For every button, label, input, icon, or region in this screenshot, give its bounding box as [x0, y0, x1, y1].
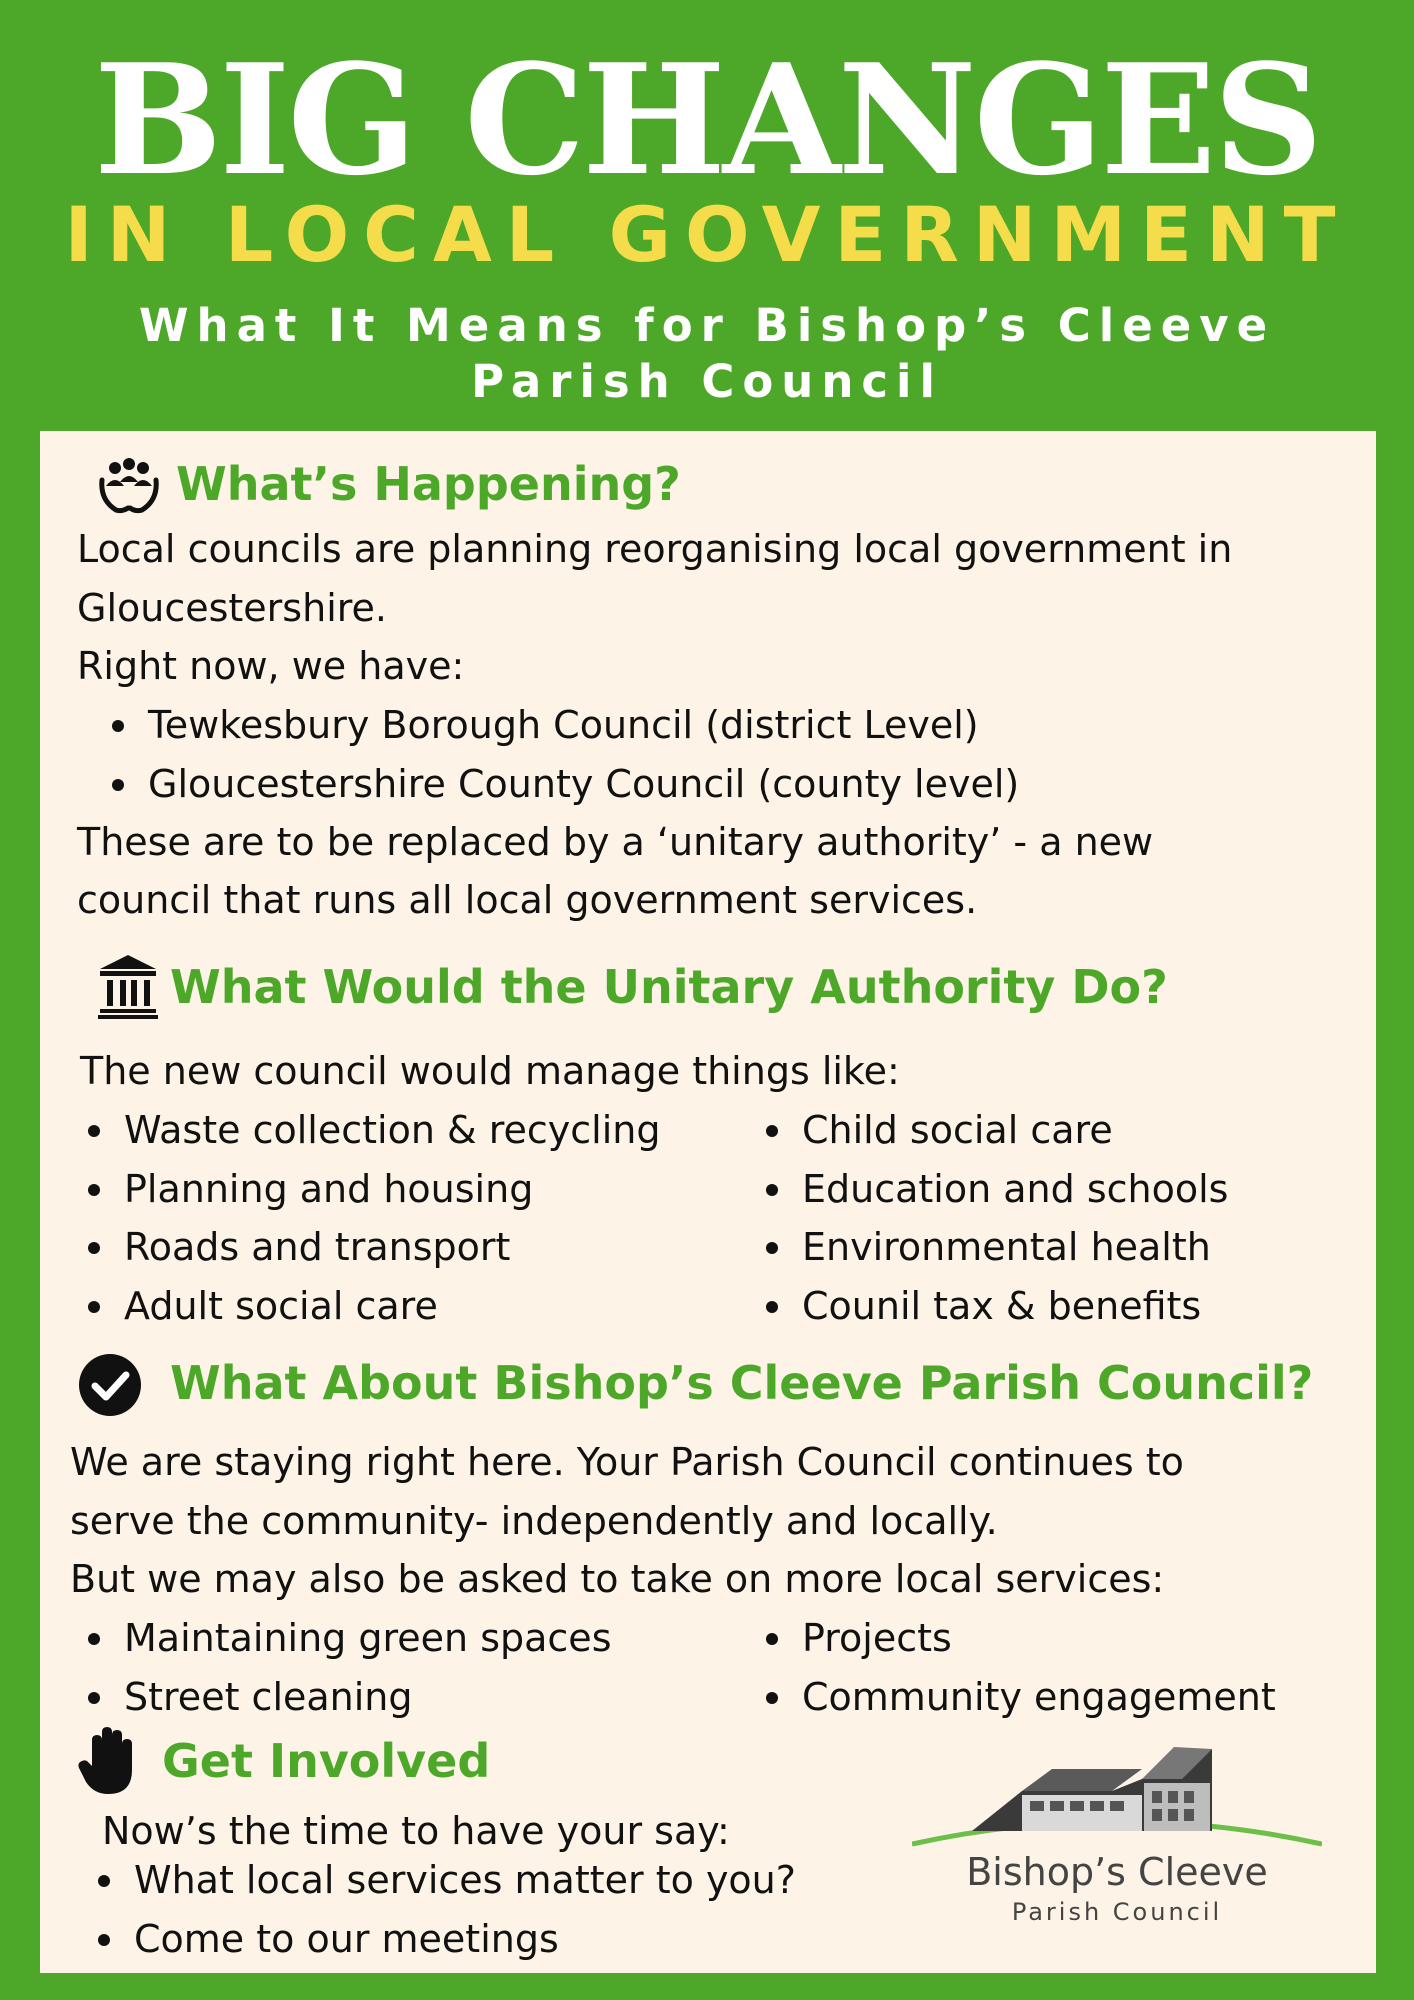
list-item: Community engagement	[756, 1668, 1276, 1727]
happening-para1-line2: Gloucestershire.	[77, 586, 387, 630]
involved-list	[88, 1851, 796, 1968]
list-item: Maintaining green spaces	[78, 1609, 612, 1668]
people-hands-icon	[98, 456, 160, 516]
parish-para1-line2: serve the community- independently and locally.	[70, 1499, 998, 1543]
current-councils-list	[102, 696, 1019, 813]
page-subtitle: IN LOCAL GOVERNMENT	[64, 190, 1350, 279]
page-title: BIG CHANGES	[93, 30, 1321, 209]
government-building-icon	[98, 953, 158, 1019]
list-item: Adult social care	[78, 1277, 660, 1336]
happening-para1-line1: Local councils are planning reorganising local government in	[77, 527, 1233, 571]
parish-para2: But we may also be asked to take on more local services:	[70, 1557, 1165, 1601]
list-item: Education and schools	[756, 1160, 1228, 1219]
list-item: Child social care	[756, 1101, 1228, 1160]
raised-hand-icon	[78, 1726, 138, 1796]
unitary-services-right-list	[756, 1101, 1228, 1335]
list-item: Planning and housing	[78, 1160, 660, 1219]
happening-heading: What’s Happening?	[176, 457, 681, 511]
logo-name: Bishop’s Cleeve	[966, 1850, 1268, 1894]
content-panel	[40, 431, 1376, 1973]
logo-sub: Parish Council	[1011, 1898, 1223, 1926]
involved-intro: Now’s the time to have your say:	[102, 1809, 730, 1853]
happening-para2: Right now, we have:	[77, 644, 465, 688]
happening-para3-line1: These are to be replaced by a ‘unitary authority’ - a new	[77, 820, 1154, 864]
list-item: Counil tax & benefits	[756, 1277, 1228, 1336]
list-item: Gloucestershire County Council (county level)	[102, 755, 1019, 814]
involved-heading: Get Involved	[162, 1734, 491, 1788]
parish-council-logo	[912, 1739, 1322, 1939]
unitary-services-left-list	[78, 1101, 660, 1335]
happening-para3-line2: council that runs all local government services.	[77, 878, 978, 922]
header	[0, 0, 1414, 430]
page-tagline	[0, 298, 1414, 410]
list-item: Roads and transport	[78, 1218, 660, 1277]
building-logo-icon	[912, 1739, 1322, 1849]
list-item: Waste collection & recycling	[78, 1101, 660, 1160]
list-item: Come to our meetings	[88, 1910, 796, 1969]
parish-para1-line1: We are staying right here. Your Parish Council continues to	[70, 1440, 1184, 1484]
checkmark-circle-icon	[78, 1353, 142, 1417]
parish-services-right-list	[756, 1609, 1276, 1726]
unitary-heading: What Would the Unitary Authority Do?	[170, 960, 1168, 1014]
list-item: What local services matter to you?	[88, 1851, 796, 1910]
list-item: Environmental health	[756, 1218, 1228, 1277]
list-item: Tewkesbury Borough Council (district Level)	[102, 696, 1019, 755]
list-item: Projects	[756, 1609, 1276, 1668]
parish-heading: What About Bishop’s Cleeve Parish Council?	[170, 1356, 1314, 1410]
parish-services-left-list	[78, 1609, 612, 1726]
tagline-line-1: What It Means for Bishop’s Cleeve	[138, 299, 1276, 352]
tagline-line-2: Parish Council	[471, 355, 943, 408]
unitary-intro: The new council would manage things like:	[80, 1049, 900, 1093]
list-item: Street cleaning	[78, 1668, 612, 1727]
